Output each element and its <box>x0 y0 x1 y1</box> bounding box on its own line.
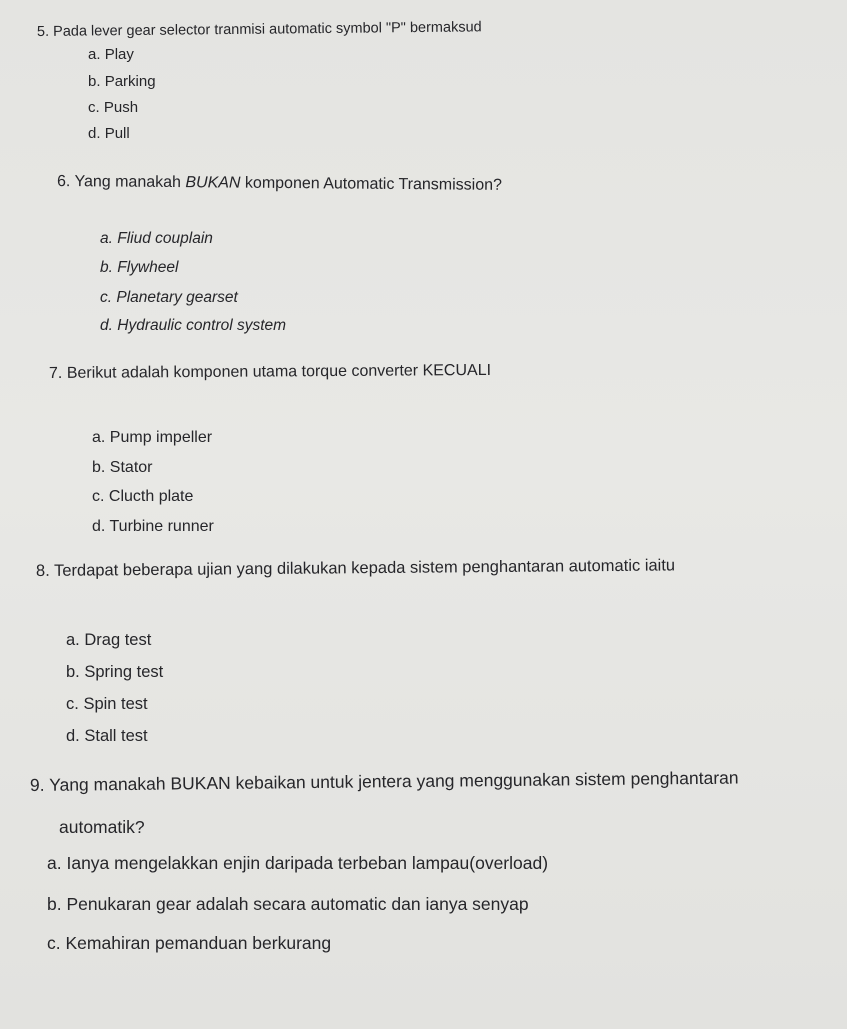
option-letter: b. <box>88 73 101 90</box>
option-letter: a. <box>66 631 80 649</box>
option-text: Drag test <box>84 631 152 649</box>
option-5a <box>88 46 134 63</box>
option-letter: a. <box>92 429 106 446</box>
option-7b <box>92 459 152 477</box>
option-8c <box>66 695 148 714</box>
question-text: Berikut adalah komponen utama torque converter KECUALI <box>66 361 492 382</box>
option-text: Turbine runner <box>109 518 214 535</box>
option-8d <box>66 727 148 746</box>
option-letter: a. <box>88 46 101 63</box>
option-letter: a. <box>100 230 113 247</box>
option-letter: d. <box>100 317 113 334</box>
question-9 <box>30 768 739 796</box>
question-number: 5. <box>36 23 50 40</box>
option-text: Stator <box>109 459 153 476</box>
option-5b <box>88 73 156 90</box>
option-letter: b. <box>47 894 62 914</box>
option-text: Hydraulic control system <box>117 317 287 334</box>
option-text: Kemahiran pemanduan berkurang <box>65 933 332 953</box>
question-9-continuation: automatik? <box>59 817 145 837</box>
option-9a <box>47 853 548 874</box>
option-text: Penukaran gear adalah secara automatic dan ianya senyap <box>66 894 529 914</box>
option-text: Ianya mengelakkan enjin daripada terbeban lampau(overload) <box>66 853 549 873</box>
option-8b <box>66 663 163 682</box>
option-text: Spin test <box>83 695 148 713</box>
option-text: Flywheel <box>117 259 179 276</box>
option-text: Parking <box>104 73 156 90</box>
option-text: Push <box>103 99 139 116</box>
question-text-after: komponen Automatic Transmission? <box>240 174 503 194</box>
question-5 <box>37 19 482 40</box>
question-number: 9. <box>29 774 45 795</box>
option-6d <box>100 317 286 335</box>
option-letter: d. <box>88 125 101 142</box>
question-number: 6. <box>56 173 71 191</box>
option-letter: b. <box>92 459 106 476</box>
option-9c <box>47 933 331 954</box>
option-9b <box>47 894 529 915</box>
option-letter: c. <box>100 289 113 306</box>
option-6b <box>100 259 178 277</box>
option-8a <box>66 631 151 650</box>
option-letter: c. <box>92 488 105 505</box>
option-text: Pull <box>104 125 130 142</box>
question-text-emphasis: BUKAN <box>185 174 241 192</box>
option-letter: a. <box>47 853 62 873</box>
question-6 <box>57 173 502 195</box>
question-text: Yang manakah BUKAN kebaikan untuk jentera yang menggunakan sistem penghantaran <box>49 767 739 795</box>
option-letter: c. <box>88 99 100 116</box>
option-letter: c. <box>66 695 79 713</box>
option-text: Planetary gearset <box>116 289 238 306</box>
option-text: Pump impeller <box>109 429 213 446</box>
question-text: Terdapat beberapa ujian yang dilakukan kepada sistem penghantaran automatic iaitu <box>53 556 676 580</box>
question-number: 7. <box>48 364 63 382</box>
option-7d <box>92 518 214 536</box>
option-7a <box>92 429 212 447</box>
option-letter: d. <box>66 727 80 745</box>
option-letter: b. <box>100 259 113 276</box>
option-6c <box>100 289 238 307</box>
option-text: Spring test <box>84 663 164 681</box>
question-text-before: Yang manakah <box>74 173 186 192</box>
question-number: 8. <box>35 561 50 580</box>
question-7 <box>49 362 491 383</box>
option-text: Clucth plate <box>108 488 194 505</box>
option-letter: b. <box>66 663 80 681</box>
question-8 <box>36 556 675 581</box>
option-letter: d. <box>92 518 106 535</box>
option-6a <box>100 230 213 248</box>
option-text: Play <box>104 46 134 63</box>
option-text: Stall test <box>84 727 148 745</box>
option-text: Fliud couplain <box>117 230 213 247</box>
option-7c <box>92 488 193 506</box>
option-letter: c. <box>47 933 61 953</box>
option-5c <box>88 99 138 116</box>
question-text: Pada lever gear selector tranmisi automatic symbol "P" bermaksud <box>53 19 482 40</box>
option-5d <box>88 125 130 142</box>
